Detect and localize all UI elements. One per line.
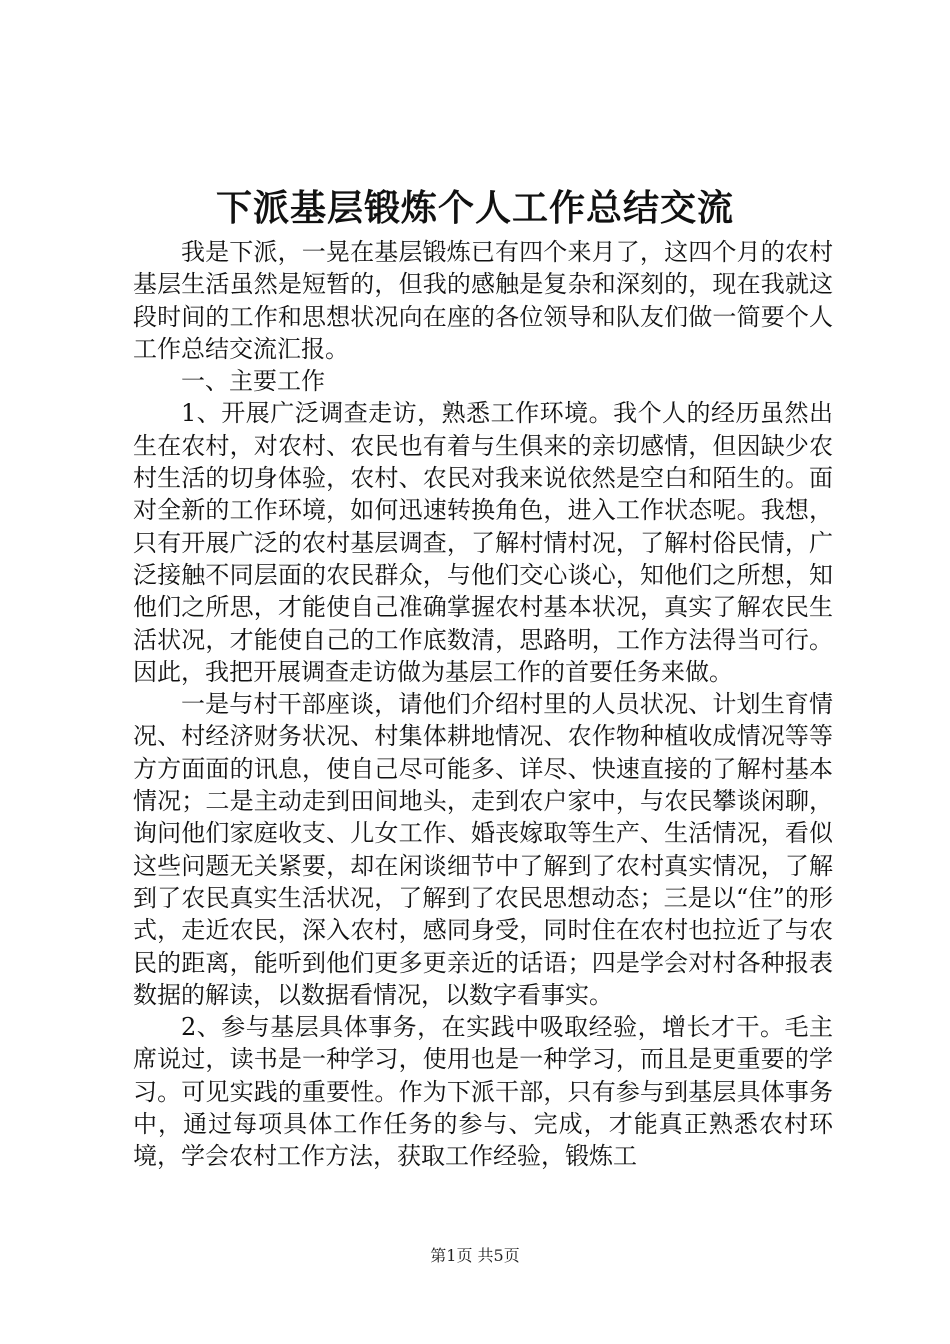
document-title: 下派基层锻炼个人工作总结交流 <box>215 187 734 229</box>
paragraph-methods: 一是与村干部座谈，请他们介绍村里的人员状况、计划生育情况、村经济财务状况、村集体耕地情况、农作物种植收成情况等等方方面面的讯息，使自己尽可能多、详尽、快速直接的了解村基本情况；二是主动走到田间地头，走到农户家中，与农民攀谈闲聊，询问他们家庭收支、儿女工作、婚丧嫁取等生产、生活情况，看似这些问题无关紧要，却在闲谈细节中了解到了农村真实情况，了解到了农民真实生活状况，了解到了农民思想动态；三是以“住”的形式，走近农民，深入农村，感同身受，同时住在农村也拉近了与农民的距离，能听到他们更多更亲近的话语；四是学会对村各种报表数据的解读，以数据看情况，以数字看事实。 <box>133 690 833 1009</box>
paragraph-intro: 我是下派，一晃在基层锻炼已有四个来月了，这四个月的农村基层生活虽然是短暂的，但我的感触是复杂和深刻的，现在我就这段时间的工作和思想状况向在座的各位领导和队友们做一简要个人工作总结交流汇报。 <box>133 238 833 363</box>
section-heading-main-work: 一、主要工作 <box>181 367 325 396</box>
document-body <box>133 236 833 1173</box>
page-number-footer: 第1页 共5页 <box>430 1246 520 1265</box>
paragraph-item-1: 1、开展广泛调查走访，熟悉工作环境。我个人的经历虽然出生在农村，对农村、农民也有着与生俱来的亲切感情，但因缺少农村生活的切身体验，农村、农民对我来说依然是空白和陌生的。面对全新的工作环境，如何迅速转换角色，进入工作状态呢。我想，只有开展广泛的农村基层调查，了解村情村况，了解村俗民情，广泛接触不同层面的农民群众，与他们交心谈心，知他们之所想，知他们之所思，才能使自己准确掌握农村基本状况，真实了解农民生活状况，才能使自己的工作底数清，思路明，工作方法得当可行。因此，我把开展调查走访做为基层工作的首要任务来做。 <box>133 399 833 686</box>
paragraph-item-2: 2、参与基层具体事务，在实践中吸取经验，增长才干。毛主席说过，读书是一种学习，使用也是一种学习，而且是更重要的学习。可见实践的重要性。作为下派干部，只有参与到基层具体事务中，通过每项具体工作任务的参与、完成，才能真正熟悉农村环境，学会农村工作方法，获取工作经验，锻炼工 <box>133 1013 833 1171</box>
